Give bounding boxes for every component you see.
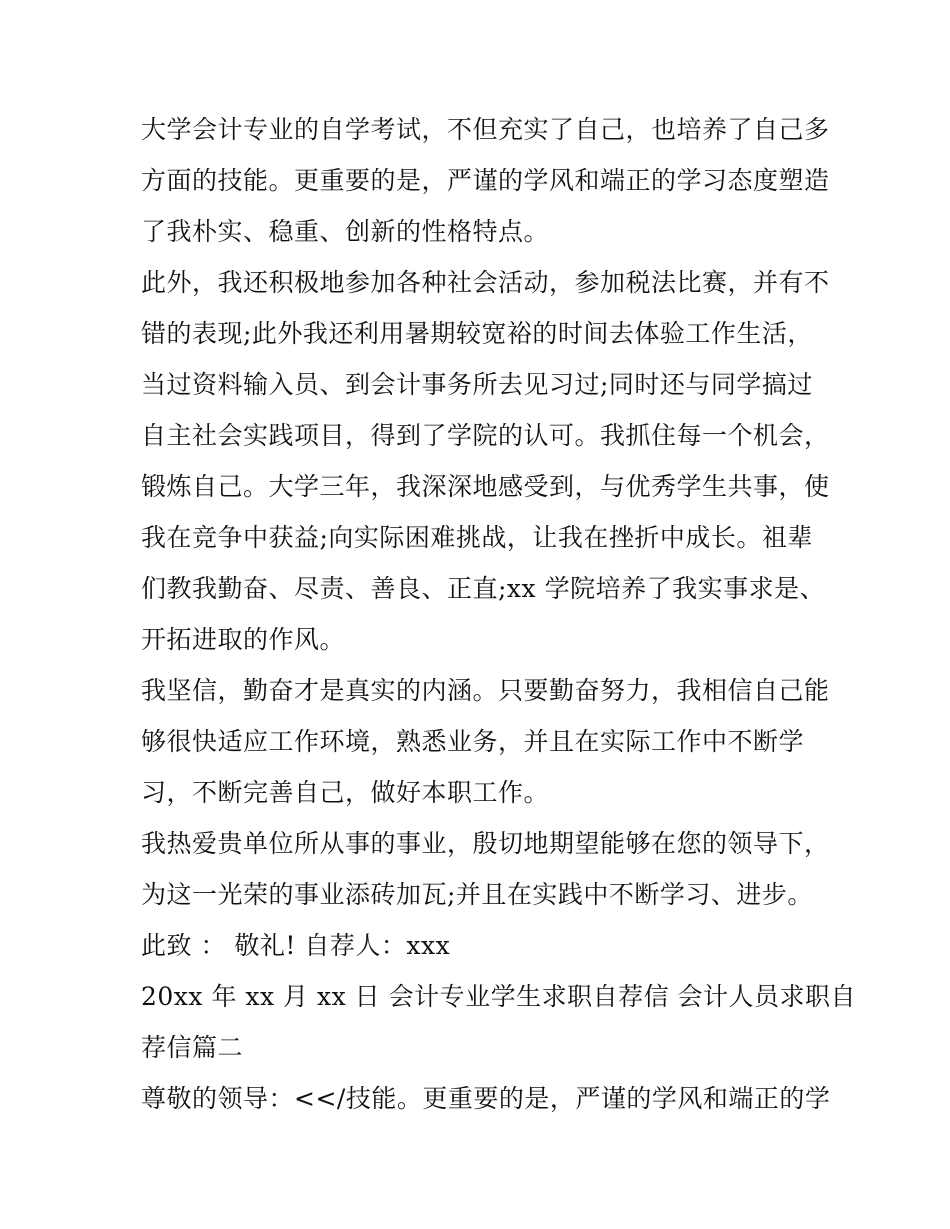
document-body bbox=[141, 104, 857, 1124]
text-line: 20xx 年 xx 月 xx 日 会计专业学生求职自荐信 会计人员求职自 bbox=[141, 982, 857, 1011]
text-line: 错的表现;此外我还利用暑期较宽裕的时间去体验工作生活， bbox=[141, 319, 813, 348]
text-line: 够很快适应工作环境，熟悉业务，并且在实际工作中不断学 bbox=[141, 727, 805, 756]
text-line: 此致 ： 敬礼! 自荐人：xxx bbox=[141, 931, 451, 960]
text-line: 我热爱贵单位所从事的事业，殷切地期望能够在您的领导下， bbox=[141, 829, 830, 858]
text-line: 习，不断完善自己，做好本职工作。 bbox=[141, 778, 550, 807]
text-line: 们教我勤奋、尽责、善良、正直;xx 学院培养了我实事求是、 bbox=[141, 574, 826, 603]
text-line: 自主社会实践项目，得到了学院的认可。我抓住每一个机会， bbox=[141, 421, 830, 450]
text-line: 尊敬的领导：<</技能。更重要的是，严谨的学风和端正的学 bbox=[141, 1084, 831, 1113]
text-line: 开拓进取的作风。 bbox=[141, 625, 346, 654]
text-line: 此外，我还积极地参加各种社会活动，参加税法比赛，并有不 bbox=[141, 268, 830, 297]
text-line: 荐信篇二 bbox=[141, 1033, 244, 1062]
text-line: 大学会计专业的自学考试，不但充实了自己，也培养了自己多 bbox=[141, 115, 830, 144]
text-line: 方面的技能。更重要的是，严谨的学风和端正的学习态度塑造 bbox=[141, 166, 830, 195]
text-line: 我坚信，勤奋才是真实的内涵。只要勤奋努力，我相信自己能 bbox=[141, 676, 830, 705]
text-line: 我在竞争中获益;向实际困难挑战，让我在挫折中成长。祖辈 bbox=[141, 523, 813, 552]
text-line: 了我朴实、稳重、创新的性格特点。 bbox=[141, 217, 550, 246]
text-line: 当过资料输入员、到会计事务所去见习过;同时还与同学搞过 bbox=[141, 370, 813, 399]
text-line: 锻炼自己。大学三年，我深深地感受到，与优秀学生共事，使 bbox=[141, 472, 830, 501]
text-line: 为这一光荣的事业添砖加瓦;并且在实践中不断学习、进步。 bbox=[141, 880, 813, 909]
